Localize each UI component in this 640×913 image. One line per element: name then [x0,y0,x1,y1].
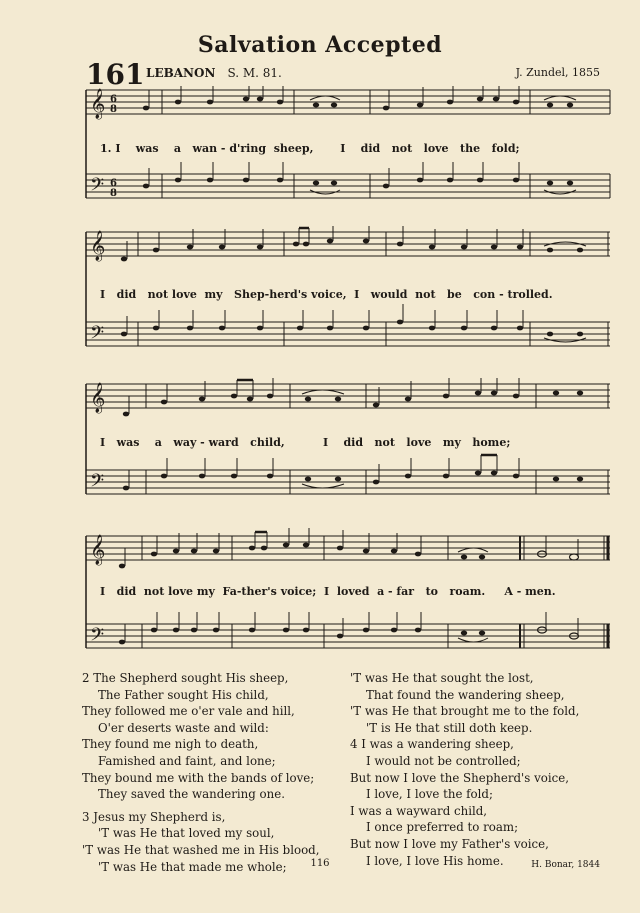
verse-line: They followed me o'er vale and hill, [82,704,295,719]
verse-line: 3 Jesus my Shepherd is, [82,809,226,824]
verse-line: I once preferred to roam; [366,820,519,835]
svg-text:𝄞: 𝄞 [90,89,106,119]
verse-line: I love, I love His home. [366,853,504,868]
page-number: 116 [310,858,330,869]
svg-text:𝄢: 𝄢 [90,625,105,650]
verse-line: 2 The Shepherd sought His sheep, [82,671,289,685]
tune-name: LEBANON [146,66,216,80]
verse-line: I love, I love the fold; [366,787,493,802]
svg-text:𝄞: 𝄞 [90,383,106,413]
tune-info [146,66,282,80]
composer: J. Zundel, 1855 [515,66,600,79]
svg-text:𝄞: 𝄞 [90,535,106,565]
verse-line: 'T was He that sought the lost, [350,671,534,685]
svg-text:𝄢: 𝄢 [90,323,105,348]
verse-line: I would not be controlled; [366,753,521,768]
svg-text:𝄢: 𝄢 [90,175,105,200]
svg-text:6: 6 [110,94,117,105]
lyric-line-1: 1. I was a wan - d'ring sheep, I did not love the fold; [100,142,520,155]
svg-text:𝄢: 𝄢 [90,471,105,496]
verse-line: The Father sought His child, [98,687,269,702]
verse-line: 4 I was a wandering sheep, [350,737,514,752]
verse-line: They bound me with the bands of love; [82,770,315,785]
lyric-line-3: I was a way - ward child, I did not love my home; [100,436,511,449]
verses-left-column [82,670,319,875]
verse-line: I was a wayward child, [350,803,488,818]
verses-right-column [350,670,579,869]
lyric-line-4: I did not love my Fa-ther's voice; I loved a - far to roam. A - men. [100,585,556,598]
verse-line: Famished and faint, and lone; [98,753,276,768]
verse-line: 'T was He that brought me to the fold, [350,704,580,719]
verse-line: 'T was He that loved my soul, [98,826,275,841]
verse-line: But now I love the Shepherd's voice, [350,770,569,785]
verse-line: But now I love my Father's voice, [350,836,549,851]
verse-line: 'T is He that still doth keep. [366,720,533,735]
verse-line: They found me nigh to death, [82,737,259,752]
hymn-title: Salvation Accepted [197,32,443,58]
verse-line: 'T was He that made me whole; [98,859,287,874]
lyric-line-2: I did not love my Shep-herd's voice, I would not be con - trolled. [100,288,553,301]
verse-line: 'T was He that washed me in His blood, [82,842,320,857]
hymn-number: 161 [86,58,145,91]
svg-text:6: 6 [110,178,117,189]
meter: S. M. 81. [227,66,282,80]
text-author: H. Bonar, 1844 [531,860,600,870]
svg-text:𝄞: 𝄞 [90,231,106,261]
svg-text:8: 8 [110,188,117,199]
verse-line: O'er deserts waste and wild: [98,720,269,735]
svg-text:8: 8 [110,104,117,115]
verse-line: They saved the wandering one. [98,787,285,802]
verse-line: That found the wandering sheep, [366,687,565,702]
